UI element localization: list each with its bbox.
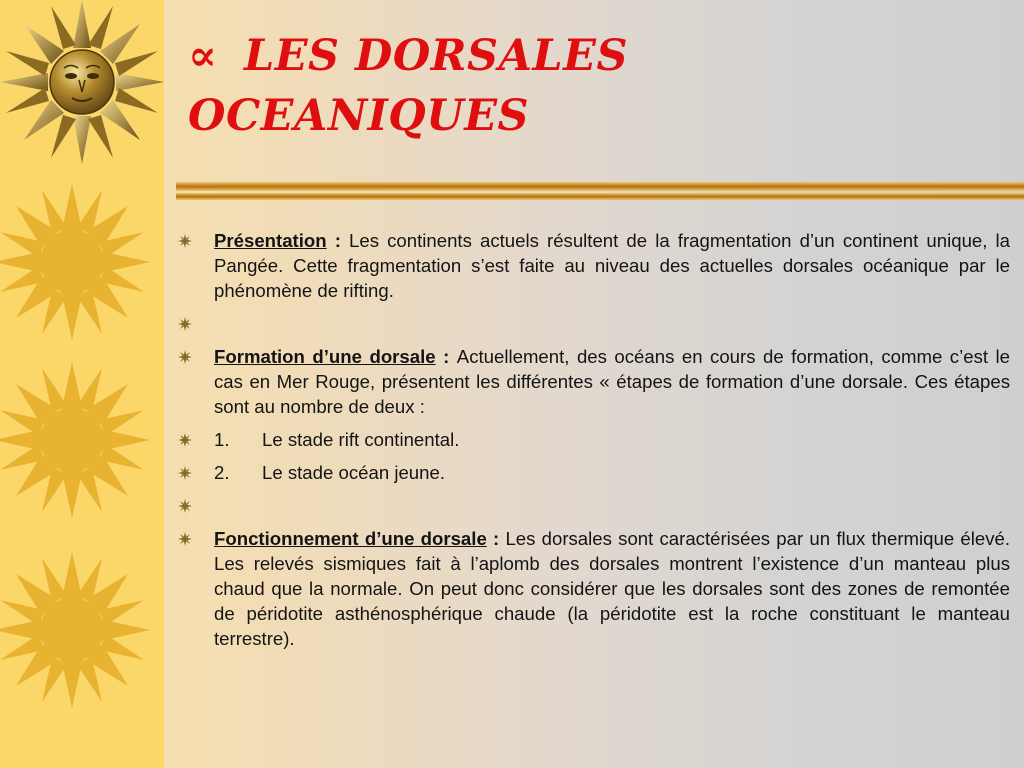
section-bullet: [178, 228, 1010, 303]
sun-pattern: [0, 0, 164, 768]
sun-icon: [0, 362, 150, 518]
empty-bullet: [178, 493, 1010, 518]
title-divider: [176, 182, 1024, 202]
numbered-item: [178, 427, 1010, 452]
item-number: 2.: [214, 462, 230, 483]
section-text: Actuellement, des océans en cours de formation, comme c’est le cas en Mer Rouge, présentent les différentes « étapes de formation d’une dorsale. Ces étapes sont au nombre de deux :: [214, 346, 1010, 417]
title-line-2: OCEANIQUES: [188, 91, 530, 141]
section-text: Les continents actuels résultent de la fragmentation d’un continent unique, la Pangée. Cette fragmentation s’est faite au niveau des actuelles dorsales océanique par le phénomène de rifting.: [214, 230, 1010, 301]
section-bullet: [178, 344, 1010, 419]
title-glyph: ∝: [188, 31, 218, 81]
empty-bullet: [178, 311, 1010, 336]
star-bullet-icon: [178, 499, 192, 513]
section-bullet: [178, 526, 1010, 651]
section-heading: Fonctionnement d’une dorsale: [214, 528, 487, 549]
star-bullet-icon: [178, 433, 192, 447]
sun-face-icon: [0, 0, 164, 164]
star-bullet-icon: [178, 466, 192, 480]
item-text: Le stade rift continental.: [262, 429, 460, 450]
section-text: Les dorsales sont caractérisées par un flux thermique élevé. Les relevés sismiques fait à l’aplomb des dorsales montrent l’existence d’un manteau plus chaud que la normale. On peut donc considérer que les dorsales sont des zones de remontée de péridotite asthénosphérique chaude (la péridotite est la roche constituant le manteau terrestre).: [214, 528, 1010, 649]
title-text-1: LES DORSALES: [244, 31, 628, 81]
section-colon: :: [435, 346, 457, 367]
section-colon: :: [326, 230, 350, 251]
bullet-list: [178, 228, 1010, 651]
title-line-1: [188, 26, 1008, 86]
sun-icon: [0, 552, 150, 708]
item-number: 1.: [214, 429, 230, 450]
star-bullet-icon: [178, 317, 192, 331]
star-bullet-icon: [178, 350, 192, 364]
section-heading: Formation d’une dorsale: [214, 346, 436, 367]
slide-content: [178, 228, 1010, 659]
slide-title: [188, 26, 1008, 146]
section-colon: :: [486, 528, 506, 549]
numbered-item: [178, 460, 1010, 485]
sun-icon: [0, 184, 150, 340]
decorative-sidebar: [0, 0, 164, 768]
star-bullet-icon: [178, 234, 192, 248]
star-bullet-icon: [178, 532, 192, 546]
section-heading: Présentation: [214, 230, 327, 251]
item-text: Le stade océan jeune.: [262, 462, 445, 483]
